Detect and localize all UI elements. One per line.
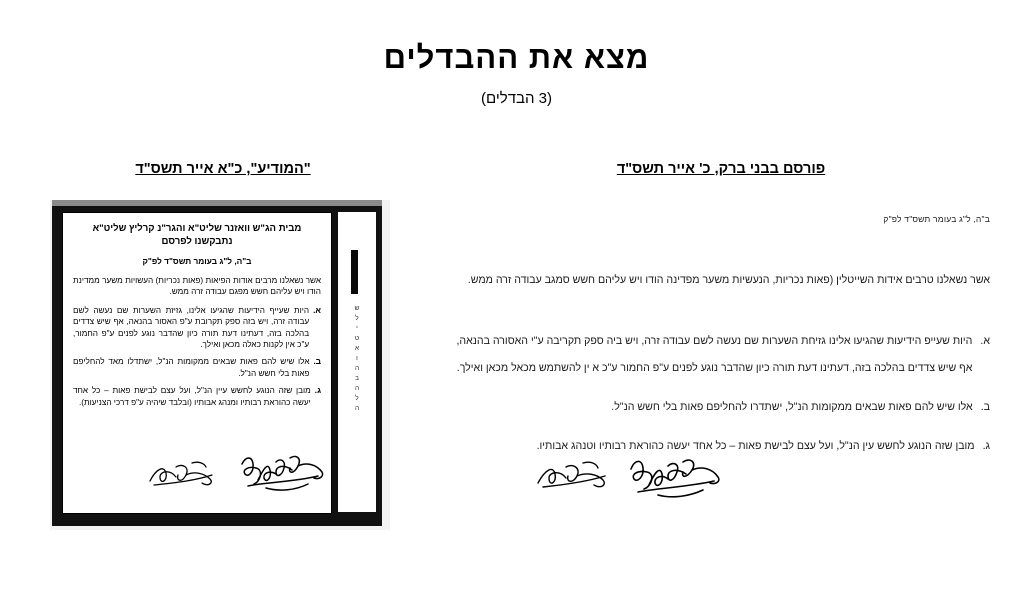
sliver-black-bar: [351, 250, 358, 294]
clipping-clause-item: [73, 385, 321, 408]
sliver-glyph: ב: [355, 375, 359, 382]
sliver-vertical-text: [340, 304, 374, 414]
clipping-notice-title: [71, 222, 323, 248]
scan-top-bar: [52, 200, 382, 206]
letter-clause-item: [445, 328, 990, 382]
letter-clause-list: [445, 328, 990, 472]
signature-karelitz: [236, 452, 328, 498]
clause-marker: ג.: [314, 386, 321, 396]
clipping-lead-text: אשר נשאלנו מרבים אודות הפיאות (פאות נכריות) העשויות משער ממדינת הודו ויש עליהם חשש מפגם עבודה זרה ממש.: [73, 276, 321, 297]
clause-text: מובן שזה הנוגע לחשש עיין הנ"ל, ועל עצם לבישת פאות – כל אחד יעשה כהוראת רבותיו ומנהג אבותיו (ובלבד שיהיה ע"פ דרכי הצניעות).: [73, 386, 311, 407]
sliver-glyph: ל: [355, 315, 359, 322]
sliver-glyph: ש: [354, 305, 360, 312]
clause-text: מובן שזה הנוגע לחשש עין הנ"ל, ועל עצם לבישת פאות – כל אחד יעשה כהוראת רבותיו וטנהג אבותיו.: [536, 440, 975, 452]
sliver-glyph: ה: [354, 385, 360, 392]
clipping-lead-paragraph: [73, 275, 321, 298]
letter-lead-paragraph: אשר נשאלנו טרבים אידות השייטלין (פאות נכריות, הנעשיות משער מפדינה הודו ויש עליהם חשש סמגב עבודה זרה ממש.: [467, 274, 990, 286]
page-subtitle: (3 הבדלים): [480, 90, 552, 107]
clipping-date-line: ב"ה, ל"ג בעומר תשס"ד לפ"ק: [142, 256, 252, 266]
clause-text: אלו שיש להם פאות שבאים ממקומות הנ"ל, ישתדלו מאד להחליפם פאות בלי חשש הנ"ל.: [73, 357, 310, 378]
clipping-notice-title-line2: נתבקשנו לפרסם: [161, 236, 233, 247]
newspaper-clipping-panel: [50, 200, 390, 530]
clause-text: אלו שיש להם פאות שבאים ממקומות הנ"ל, ישתדרו להחליפם פאות בלי חשש הנ"ל.: [611, 401, 973, 413]
letter-clause-item: [445, 394, 990, 421]
adjacent-column-sliver: [338, 212, 376, 512]
clause-marker: ג.: [982, 440, 990, 452]
page-title: מצא את ההבדלים: [383, 40, 650, 75]
clipping-clause-item: [73, 356, 321, 379]
clause-text: היות שעייפ הידיעות שהגיעו אלינו גזיחת השערות שם נעשה לשם עבודה זרה, ויש ביה ספק תקריבה ע"י האסורה בהנאה, אף שיש צדדים בהלכה בזה, דעתינו דעת תורה כיון שהדבר נוגע לפנים ע"פ החמור ע"כ א ין להשתמש מכאל מכאן ואילך.: [456, 335, 973, 374]
signature-vozner: [534, 459, 614, 497]
signature-vozner: [146, 459, 220, 495]
clause-marker: ב.: [980, 401, 990, 413]
clause-marker: א.: [313, 305, 321, 315]
clause-text: היות שעייף הידיעות שהגיעו אלינו, גזיזת השערות שם נעשה לשם עבודה זרה, ויש בזה ספק תקרובת ע"פ האסור בהנאה, אף שיש צדדים בהלכה בזה, דעתינו דעת תורה כיון שהדבר נוגע לפנים ע"פ החמור, ע"כ אין לקנות כאלה מכאן ואילך.: [73, 305, 310, 350]
column-heading-right: פורסם בבני ברק, כ' אייר תשס"ד: [616, 161, 826, 177]
clipping-clause-item: [73, 305, 321, 351]
sliver-glyph: א: [354, 345, 360, 352]
sliver-glyph: ה: [354, 405, 360, 412]
signature-karelitz: [625, 455, 725, 505]
sliver-glyph: י: [356, 325, 358, 332]
sliver-glyph: ה: [354, 365, 360, 372]
letter-date-line: ב"ה, ל"ג בעומר תשס"ד לפ"ק: [883, 214, 990, 224]
clipping-clause-list: [73, 305, 321, 408]
clipping-notice-title-line1: מבית הג"ש וואזנר שליט"א והגר"נ קרליץ שליט"א: [92, 223, 302, 234]
clause-marker: א.: [980, 335, 990, 347]
clause-marker: ב.: [313, 357, 321, 367]
sliver-glyph: ו: [356, 355, 358, 362]
sliver-glyph: ל: [355, 395, 359, 402]
sliver-glyph: ט: [354, 335, 360, 342]
column-heading-left: "המודיע", כ"א אייר תשס"ד: [135, 161, 311, 177]
